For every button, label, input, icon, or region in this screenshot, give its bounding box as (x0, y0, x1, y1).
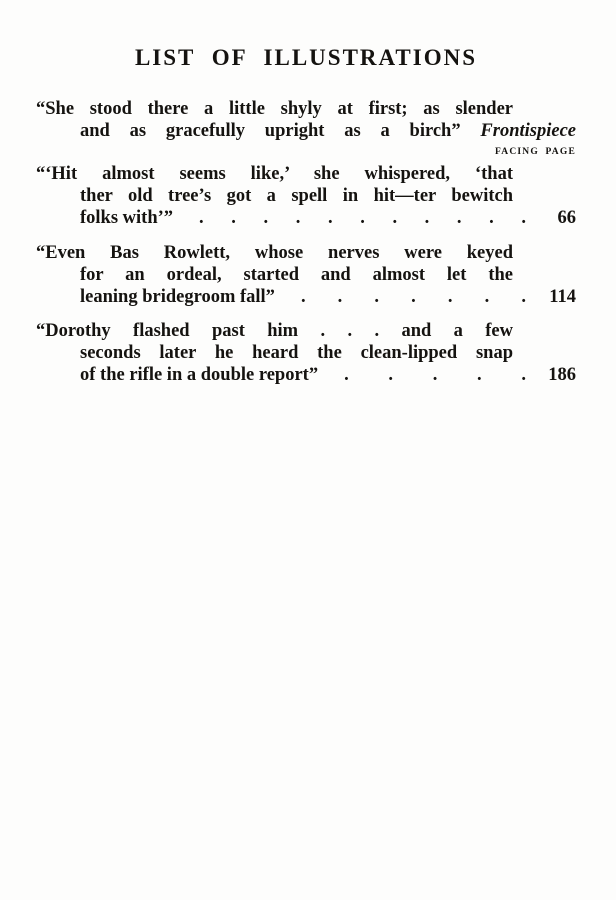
entry-line-text: and as gracefully upright as a birch” (80, 121, 461, 141)
entry-line-text: of the rifle in a double report” (80, 365, 319, 385)
entry-line: for an ordeal, started and almost let the (80, 265, 513, 285)
page-content (0, 0, 616, 386)
leader-dots: . . . . . . . . . . . (199, 208, 526, 228)
entry-line-text: leaning bridegroom fall” (80, 287, 275, 307)
entry-line-text: folks with’” (80, 208, 174, 228)
entry-line: “She stood there a little shyly at first; as slender (36, 99, 513, 119)
entry-leader-line (80, 364, 576, 386)
leader-dots: . . . . . . . (300, 287, 526, 307)
illustration-entry (36, 242, 576, 308)
page-number: 186 (548, 365, 576, 385)
facing-page-heading: FACING PAGE (494, 147, 576, 157)
entry-line: “Even Bas Rowlett, whose nerves were keyed (36, 243, 513, 263)
entry-line-with-page-ref (80, 120, 576, 142)
leader-dots: . . . . . (344, 365, 526, 385)
illustration-entry-frontispiece (36, 98, 576, 142)
entry-line: “‘Hit almost seems like,’ she whispered, ‘that (36, 164, 513, 184)
entry-line: seconds later he heard the clean-lipped snap (80, 343, 513, 363)
entry-line: “Dorothy flashed past him . . . and a few (36, 321, 513, 341)
page-number: 66 (557, 208, 576, 228)
illustration-entry (36, 163, 576, 229)
frontispiece-label: Frontispiece (480, 121, 577, 141)
entry-leader-line (80, 207, 576, 229)
illustration-entry (36, 320, 576, 386)
page-title: LIST OF ILLUSTRATIONS (134, 45, 478, 70)
entry-leader-line (80, 286, 576, 308)
entry-line: ther old tree’s got a spell in hit—ter bewitch (80, 186, 513, 206)
page-number: 114 (549, 287, 576, 307)
